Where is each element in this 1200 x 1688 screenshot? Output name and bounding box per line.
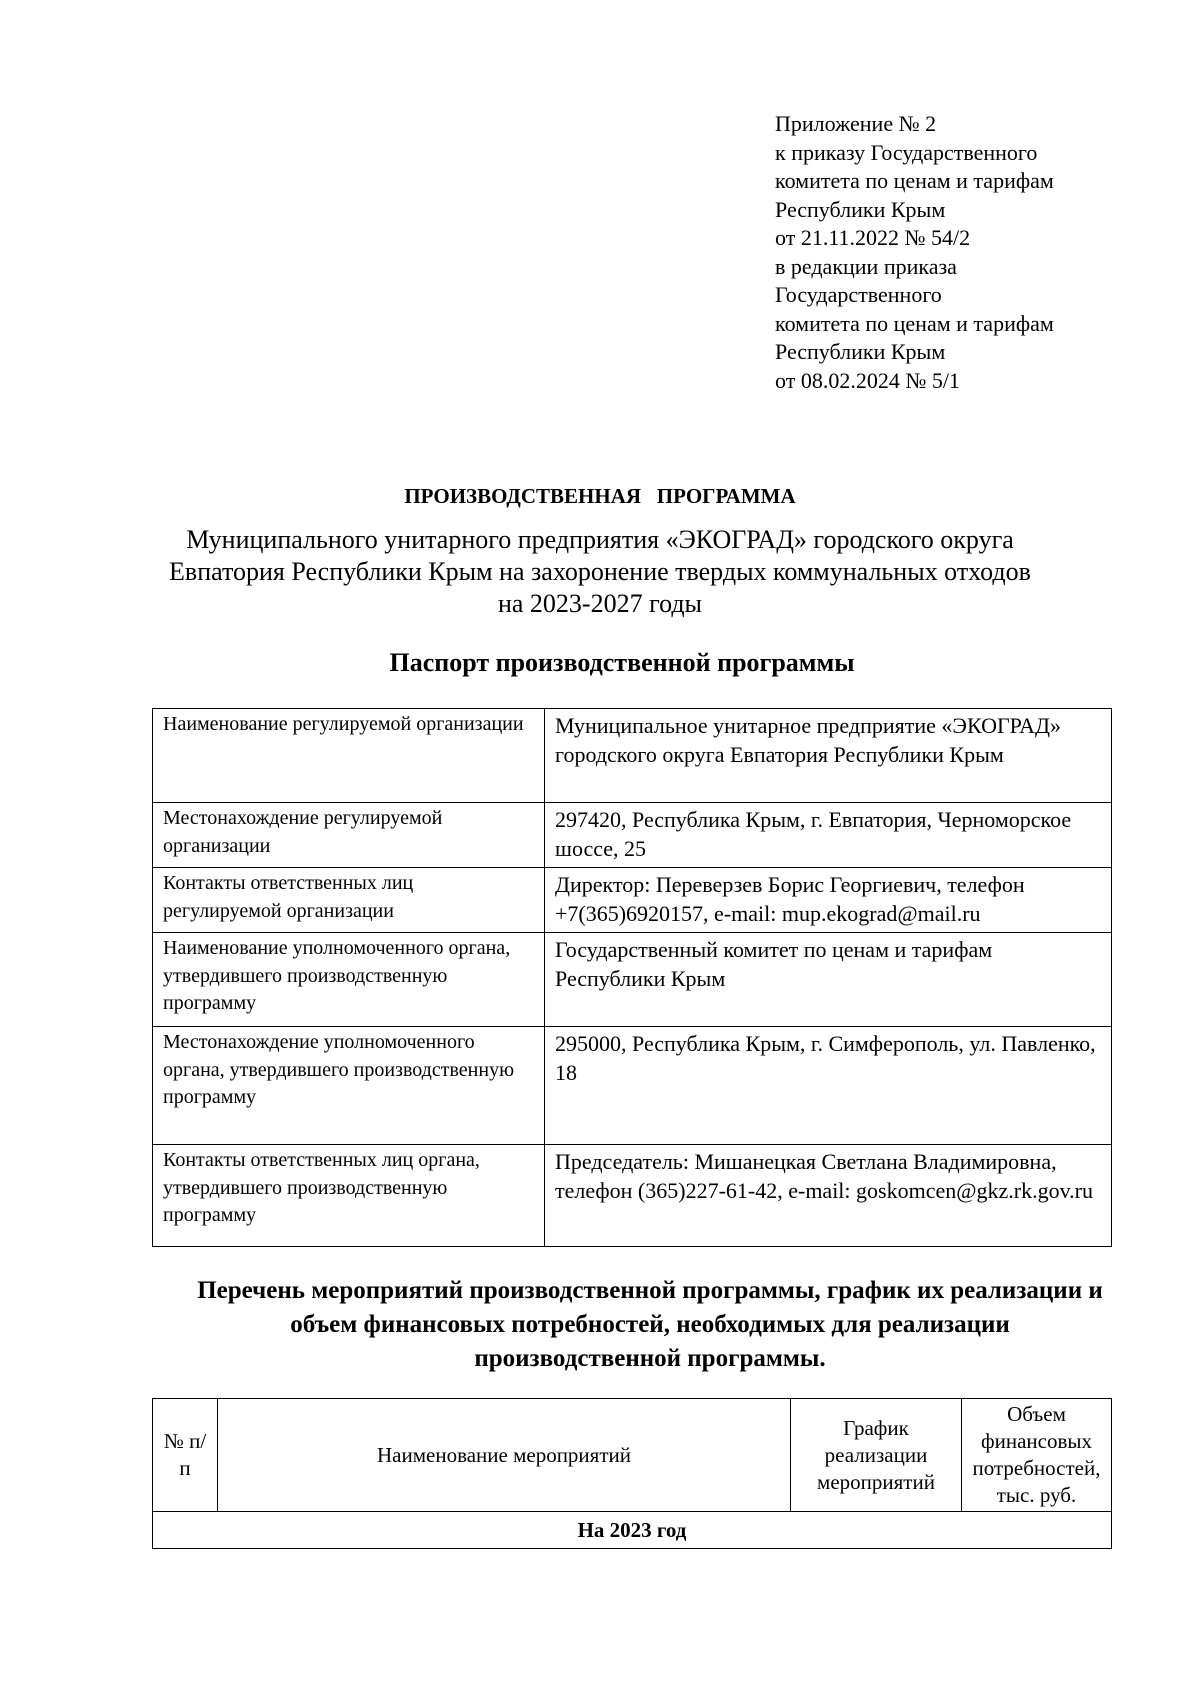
passport-value: Муниципальное унитарное предприятие «ЭКОГРАД» городского округа Евпатория Республики Крым xyxy=(545,709,1112,803)
appendix-line: Республики Крым xyxy=(775,339,946,364)
appendix-line: от 21.11.2022 № 54/2 xyxy=(775,225,971,250)
appendix-line: Государственного xyxy=(775,282,942,307)
document-title: ПРОИЗВОДСТВЕННАЯ ПРОГРАММА xyxy=(404,484,796,508)
passport-key: Наименование регулируемой организации xyxy=(153,709,545,803)
appendix-line: комитета по ценам и тарифам xyxy=(775,310,1054,336)
passport-value: Председатель: Мишанецкая Светлана Владимировна, телефон (365)227-61-42, e-mail: goskomcen@gkz.rk.gov.ru xyxy=(545,1145,1112,1247)
column-header-name: Наименование мероприятий xyxy=(218,1399,791,1512)
appendix-line: в редакции приказа xyxy=(775,253,957,279)
table-header-row xyxy=(153,1399,1112,1512)
table-row xyxy=(153,1145,1112,1247)
passport-value: Директор: Переверзев Борис Георгиевич, телефон +7(365)6920157, e-mail: mup.ekograd@mail.ru xyxy=(545,868,1112,933)
passport-key: Местонахождение уполномоченного органа, утвердившего производственную программу xyxy=(153,1027,545,1145)
passport-key: Контакты ответственных лиц регулируемой организации xyxy=(153,868,545,933)
appendix-block xyxy=(775,110,1155,395)
passport-value: 295000, Республика Крым, г. Симферополь, ул. Павленко, 18 xyxy=(545,1027,1112,1145)
activities-table xyxy=(152,1398,1112,1549)
passport-table xyxy=(152,708,1112,1247)
document-subtitle xyxy=(130,524,1070,620)
appendix-line: комитета по ценам и тарифам xyxy=(775,168,1054,193)
subtitle-line: на 2023-2027 годы xyxy=(497,589,703,618)
passport-value: Государственный комитет по ценам и тарифам Республики Крым xyxy=(545,933,1112,1027)
appendix-line: к приказу Государственного xyxy=(775,139,1038,165)
table-row xyxy=(153,803,1112,868)
passport-value: 297420, Республика Крым, г. Евпатория, Черноморское шоссе, 25 xyxy=(545,803,1112,868)
passport-key: Контакты ответственных лиц органа, утвердившего производственную программу xyxy=(153,1145,545,1247)
appendix-line: Приложение № 2 xyxy=(775,111,937,136)
year-section-label: На 2023 год xyxy=(153,1512,1112,1549)
column-header-schedule: График реализации мероприятий xyxy=(791,1399,962,1512)
passport-key: Местонахождение регулируемой организации xyxy=(153,803,545,868)
passport-heading: Паспорт производственной программы xyxy=(389,648,855,677)
table-row xyxy=(153,709,1112,803)
table-row xyxy=(153,868,1112,933)
table-row xyxy=(153,933,1112,1027)
appendix-line: Республики Крым xyxy=(775,196,946,222)
activities-heading: Перечень мероприятий производственной программы, график их реализации и объем финансовых потребностей, необходимых для реализации производственной программы. xyxy=(197,1277,1103,1372)
subtitle-line: Муниципального унитарного предприятия «ЭКОГРАД» городского округа xyxy=(186,525,1014,554)
table-row xyxy=(153,1512,1112,1549)
column-header-num: № п/п xyxy=(153,1399,218,1512)
passport-key: Наименование уполномоченного органа, утвердившего производственную программу xyxy=(153,933,545,1027)
column-header-finance: Объем финансовых потребностей, тыс. руб. xyxy=(962,1399,1112,1512)
table-row xyxy=(153,1027,1112,1145)
appendix-line: от 08.02.2024 № 5/1 xyxy=(775,367,960,393)
subtitle-line: Евпатория Республики Крым на захоронение твердых коммунальных отходов xyxy=(169,557,1031,586)
